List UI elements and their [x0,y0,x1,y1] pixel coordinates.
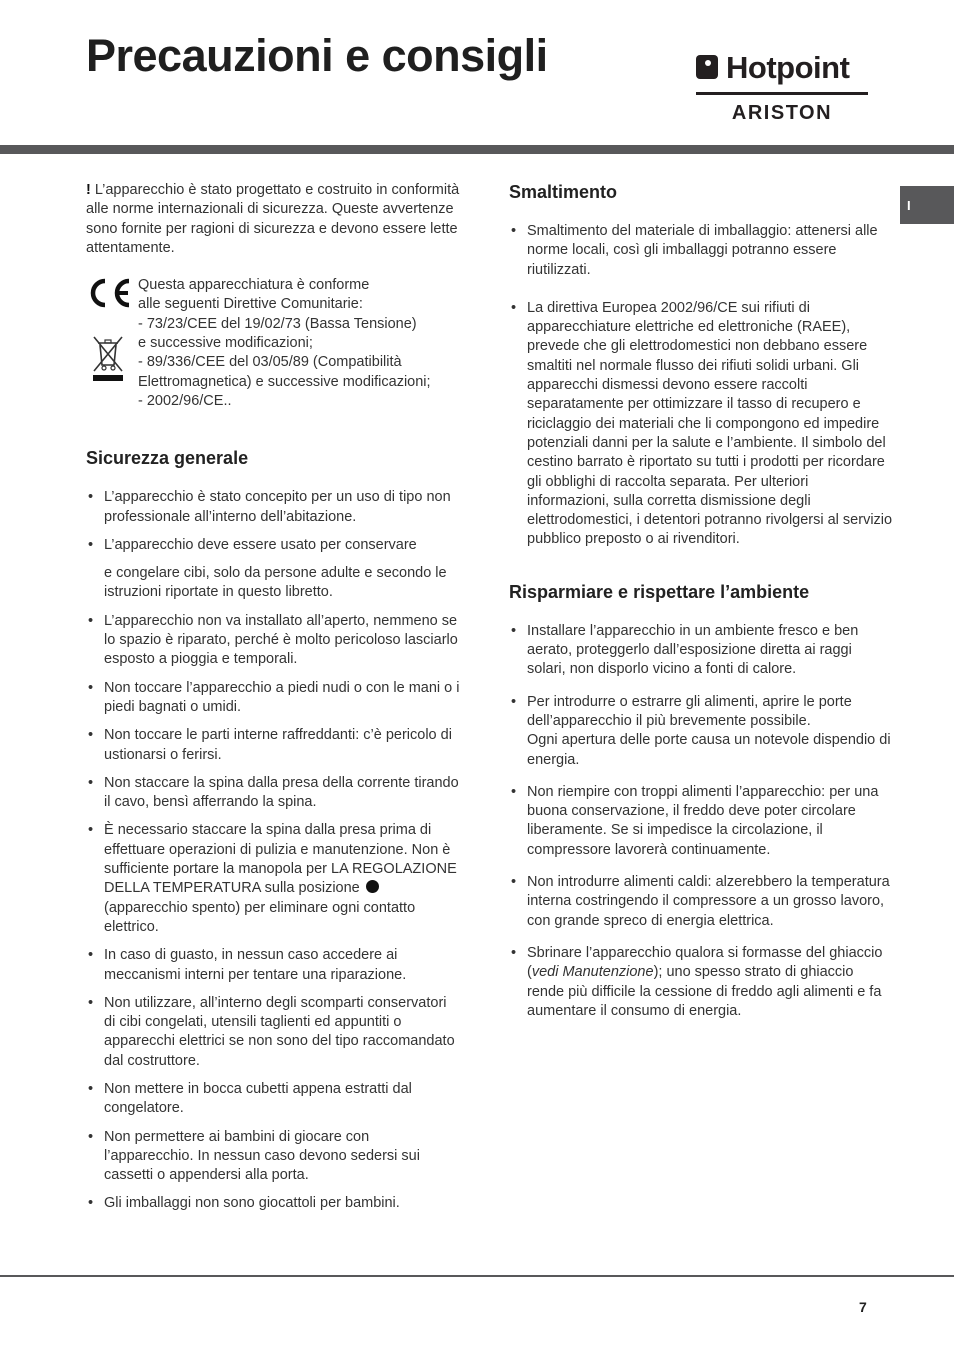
cross-reference: vedi Manutenzione [531,964,654,981]
directive-line: Questa apparecchiatura è conforme [138,277,370,294]
smaltimento-list [509,222,894,550]
intro-paragraph [86,181,461,258]
section-heading-risparmio: Risparmiare e rispettare l’ambiente [509,581,810,602]
risparmio-list [509,622,894,1021]
right-column [509,181,894,1034]
list-item: • Non toccare l’apparecchio a piedi nudi o con le mani o i piedi bagnati o umidi. [86,679,461,718]
brand-logo [694,50,870,126]
directives-block [86,276,461,411]
left-column [86,181,461,1223]
page-number: 7 [859,1299,867,1315]
directive-line: e successive modificazioni; [138,335,313,352]
directive-line: - 2002/96/CE.. [138,392,232,409]
list-item: • L’apparecchio non va installato all’aperto, nemmeno se lo spazio è riparato, perché è molto pericoloso lasciarlo esposto a pioggia e temporali. [86,612,461,670]
header-divider-bar [0,145,954,154]
logo-sub-text: ARISTON [731,102,833,124]
section-heading-smaltimento: Smaltimento [509,182,618,202]
list-item: • Non toccare le parti interne raffreddanti: c’è pericolo di ustionarsi o ferirsi. [86,726,461,765]
list-item-continuation: e congelare cibi, solo da persone adulte e secondo le istruzioni riportate in questo libretto. [104,565,447,601]
intro-text: L’apparecchio è stato progettato e costruito in conformità alle norme internazionali di sicurezza. Queste avvertenze sono fornite per ragioni di sicurezza e devono essere lette attentamente. [86,182,460,256]
list-item: • Non utilizzare, all’interno degli scomparti conservatori di cibi congelati, utensili taglienti ed appuntiti o apparecchi elettrici se non sono del tipo raccomandato dal costruttore. [86,994,461,1071]
list-item: • Non mettere in bocca cubetti appena estratti dal congelatore. [86,1080,461,1119]
logo-mark-icon [696,55,718,79]
directive-line: alle seguenti Direttive Comunitarie: [138,296,363,313]
sicurezza-list [86,488,461,1214]
crossed-bin-icon [90,331,126,383]
list-item-text: (apparecchio spento) per eliminare ogni contatto elettrico. [104,899,416,935]
list-item: • La direttiva Europea 2002/96/CE sui rifiuti di apparecchiature elettriche ed elettroniche (RAEE), prevede che gli elettrodomestici non debbano essere smaltiti nel normale flusso dei rifiuti solidi urbani. Gli apparecchi dismessi devono essere raccolti separatamente per ottimizzare il tasso di recupero e riciclaggio dei materiali che li compongono ed impedire potenziali danni per la salute e l’ambiente. Il simbolo del cestino barrato è riportato su tutti i prodotti per ricordare gli obblighi di raccolta separata. Per ulteriori informazioni, sulla corretta dismissione degli elettrodomestici, i detentori potranno rivolgersi al servizio pubblico preposto o ai rivenditori. [509,299,894,550]
list-item: • Smaltimento del materiale di imballaggio: attenersi alle norme locali, così gli imballaggi potranno essere riutilizzati. [509,222,894,280]
list-item: • Installare l’apparecchio in un ambiente fresco e ben aerato, proteggerlo dall’esposizione diretta ai raggi solari, non disporlo vicino a fonti di calore. [509,622,894,680]
list-item: • In caso di guasto, in nessun caso accedere ai meccanismi interni per tentare una riparazione. [86,946,461,985]
list-item: • Gli imballaggi non sono giocattoli per bambini. [86,1194,461,1213]
list-item: • Non introdurre alimenti caldi: alzerebbero la temperatura interna costringendo il compressore a un grosso lavoro, con grande spreco di energia elettrica. [509,873,894,931]
warning-mark: ! [86,182,91,198]
list-item: • Non riempire con troppi alimenti l’apparecchio: per una buona conservazione, il freddo deve poter circolare liberamente. Se si impedisce la circolazione, il compressore lavorerà continuamente. [509,783,894,860]
footer-divider [0,1275,954,1277]
directive-line: Elettromagnetica) e successive modificazioni; [138,373,431,390]
logo-brand-text: Hotpoint [726,50,850,85]
list-item: • L’apparecchio deve essere usato per conservare [86,536,461,555]
directive-line: - 89/336/CEE del 03/05/89 (Compatibilità [138,354,402,371]
list-item [509,944,894,1021]
language-tab [900,186,954,224]
list-item-text: Ogni apertura delle porte causa un notevole dispendio di energia. [527,732,891,768]
ce-mark-icon [86,276,132,310]
logo-divider [696,92,868,95]
list-item-text: È necessario staccare la spina dalla presa prima di effettuare operazioni di pulizia e manutenzione. Non è sufficiente portare la manopola per LA REGOLAZIONE DELLA TEMPERATURA sulla posizione [104,822,457,897]
list-item-text: Sbrinare l’apparecchio qualora si formasse del ghiaccio ( [527,944,883,981]
list-item: • Non staccare la spina dalla presa della corrente tirando il cavo, bensì afferrando la spina. [86,774,461,813]
section-heading-sicurezza: Sicurezza generale [86,448,249,469]
list-item [86,821,461,937]
language-tab-label: I [907,198,911,213]
directive-line: - 73/23/CEE del 19/02/73 (Bassa Tensione) [138,315,417,332]
list-item-text: Per introdurre o estrarre gli alimenti, aprire le porte dell’apparecchio il più brevemente possibile. [527,693,852,729]
list-item: • L’apparecchio è stato concepito per un uso di tipo non professionale all’interno dell’abitazione. [86,488,461,527]
list-item: • Non permettere ai bambini di giocare con l’apparecchio. In nessun caso devono sedersi sui cassetti o appendersi alla porta. [86,1128,461,1186]
page-title: Precauzioni e consigli [86,30,548,81]
section-spacer [509,563,894,581]
list-item-text: ); uno spesso strato di ghiaccio rende più difficile la cessione di freddo agli alimenti e fa aumentare il consumo di energia. [527,964,882,1019]
list-item [509,693,894,770]
off-position-dot-icon [366,880,379,893]
